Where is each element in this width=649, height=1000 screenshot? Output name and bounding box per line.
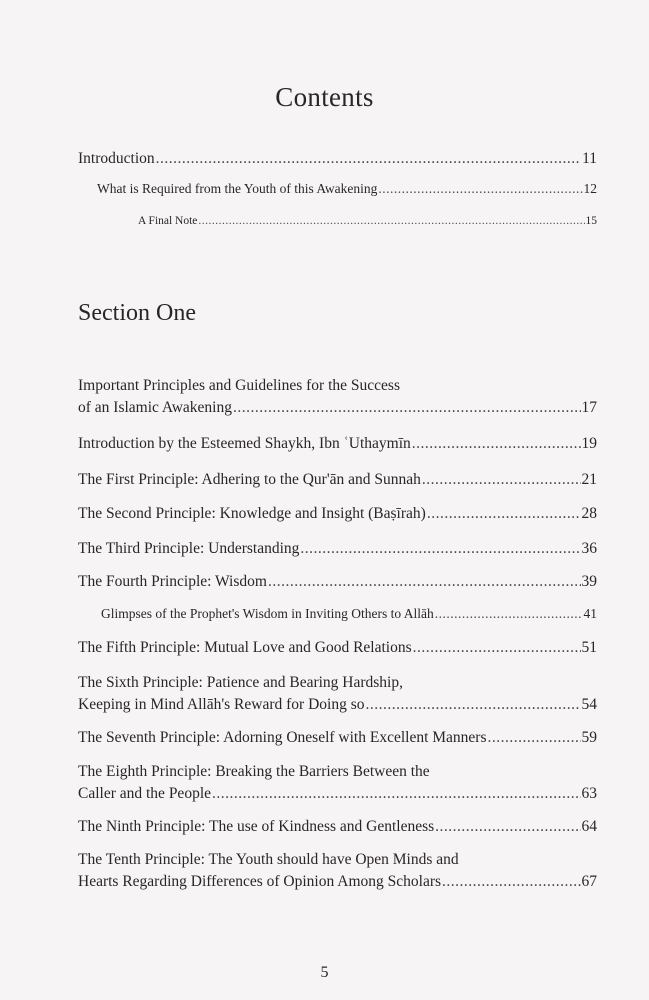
toc-entry-title: What is Required from the Youth of this Awakening — [97, 181, 378, 196]
page-number: 5 — [320, 964, 329, 981]
toc-entry-page: 36 — [581, 540, 597, 557]
dot-leader — [366, 694, 581, 716]
dot-leader — [442, 871, 580, 893]
dot-leader — [488, 727, 581, 749]
toc-entry-title: The Ninth Principle: The use of Kindness and Gentleness — [78, 818, 435, 835]
toc-entry-seventh-principle — [78, 727, 597, 749]
toc-entry-title-line1: The Sixth Principle: Patience and Bearing Hardship, — [78, 674, 403, 691]
toc-entry-title: The Fifth Principle: Mutual Love and Good Relations — [78, 639, 412, 656]
toc-entry-eighth-principle — [78, 761, 597, 805]
toc-entry-title: Caller and the People — [78, 785, 211, 802]
toc-entry-third-principle — [78, 538, 597, 560]
contents-heading: Contents — [275, 82, 374, 112]
dot-leader — [198, 210, 584, 232]
toc-entry-page: 39 — [581, 573, 597, 590]
toc-entry-important-principles — [78, 375, 597, 419]
toc-entry-page: 51 — [581, 639, 597, 656]
dot-leader — [378, 178, 582, 200]
toc-entry-title-line1: The Eighth Principle: Breaking the Barriers Between the — [78, 763, 430, 780]
toc-entry-youth-required — [97, 178, 597, 200]
toc-entry-title-line1: The Tenth Principle: The Youth should have Open Minds and — [78, 851, 459, 868]
toc-entry-final-note — [138, 210, 597, 232]
dot-leader — [427, 503, 581, 525]
dot-leader — [435, 816, 580, 838]
toc-entry-page: 41 — [583, 606, 597, 621]
toc-entry-page: 21 — [581, 471, 597, 488]
toc-entry-page: 63 — [581, 785, 597, 802]
toc-entry-title: Introduction by the Esteemed Shaykh, Ibn ʿUthaymīn — [78, 435, 411, 452]
toc-entry-title: The Seventh Principle: Adorning Oneself with Excellent Manners — [78, 729, 487, 746]
dot-leader — [156, 148, 581, 170]
toc-entry-page: 54 — [581, 696, 597, 713]
dot-leader — [212, 783, 581, 805]
toc-entry-title: The Second Principle: Knowledge and Insight (Baṣīrah) — [78, 505, 426, 522]
section-title: Section One — [78, 300, 196, 326]
toc-entry-introduction — [78, 148, 597, 170]
toc-entry-title: Hearts Regarding Differences of Opinion Among Scholars — [78, 873, 442, 890]
toc-entry-ninth-principle — [78, 816, 597, 838]
toc-entry-page: 19 — [581, 435, 597, 452]
dot-leader — [412, 433, 581, 455]
toc-entry-prophets-wisdom — [101, 603, 597, 625]
toc-entry-sixth-principle — [78, 672, 597, 716]
dot-leader — [422, 469, 581, 491]
toc-entry-page: 64 — [581, 818, 597, 835]
toc-entry-page: 59 — [581, 729, 597, 746]
toc-entry-page: 17 — [581, 399, 597, 416]
toc-entry-title-line1: Important Principles and Guidelines for the Success — [78, 377, 400, 394]
toc-entry-page: 15 — [585, 215, 597, 227]
toc-entry-page: 28 — [581, 505, 597, 522]
toc-entry-page: 11 — [582, 150, 597, 167]
toc-entry-first-principle — [78, 469, 597, 491]
toc-entry-tenth-principle — [78, 849, 597, 893]
toc-entry-title: The First Principle: Adhering to the Qur'ān and Sunnah — [78, 471, 421, 488]
toc-entry-shaykh-introduction — [78, 433, 597, 455]
toc-entry-second-principle — [78, 503, 597, 525]
dot-leader — [300, 538, 580, 560]
toc-entry-title: Keeping in Mind Allāh's Reward for Doing so — [78, 696, 365, 713]
toc-entry-title: The Third Principle: Understanding — [78, 540, 300, 557]
dot-leader — [233, 397, 581, 419]
dot-leader — [435, 603, 583, 625]
dot-leader — [268, 571, 581, 593]
toc-entry-page: 12 — [583, 181, 597, 196]
toc-entry-fourth-principle — [78, 571, 597, 593]
toc-entry-page: 67 — [581, 873, 597, 890]
toc-entry-title: A Final Note — [138, 215, 198, 227]
toc-entry-title: Glimpses of the Prophet's Wisdom in Inviting Others to Allāh — [101, 606, 434, 621]
toc-entry-title: of an Islamic Awakening — [78, 399, 232, 416]
toc-entry-fifth-principle — [78, 637, 597, 659]
toc-entry-title: Introduction — [78, 150, 155, 167]
toc-entry-title: The Fourth Principle: Wisdom — [78, 573, 267, 590]
dot-leader — [413, 637, 581, 659]
